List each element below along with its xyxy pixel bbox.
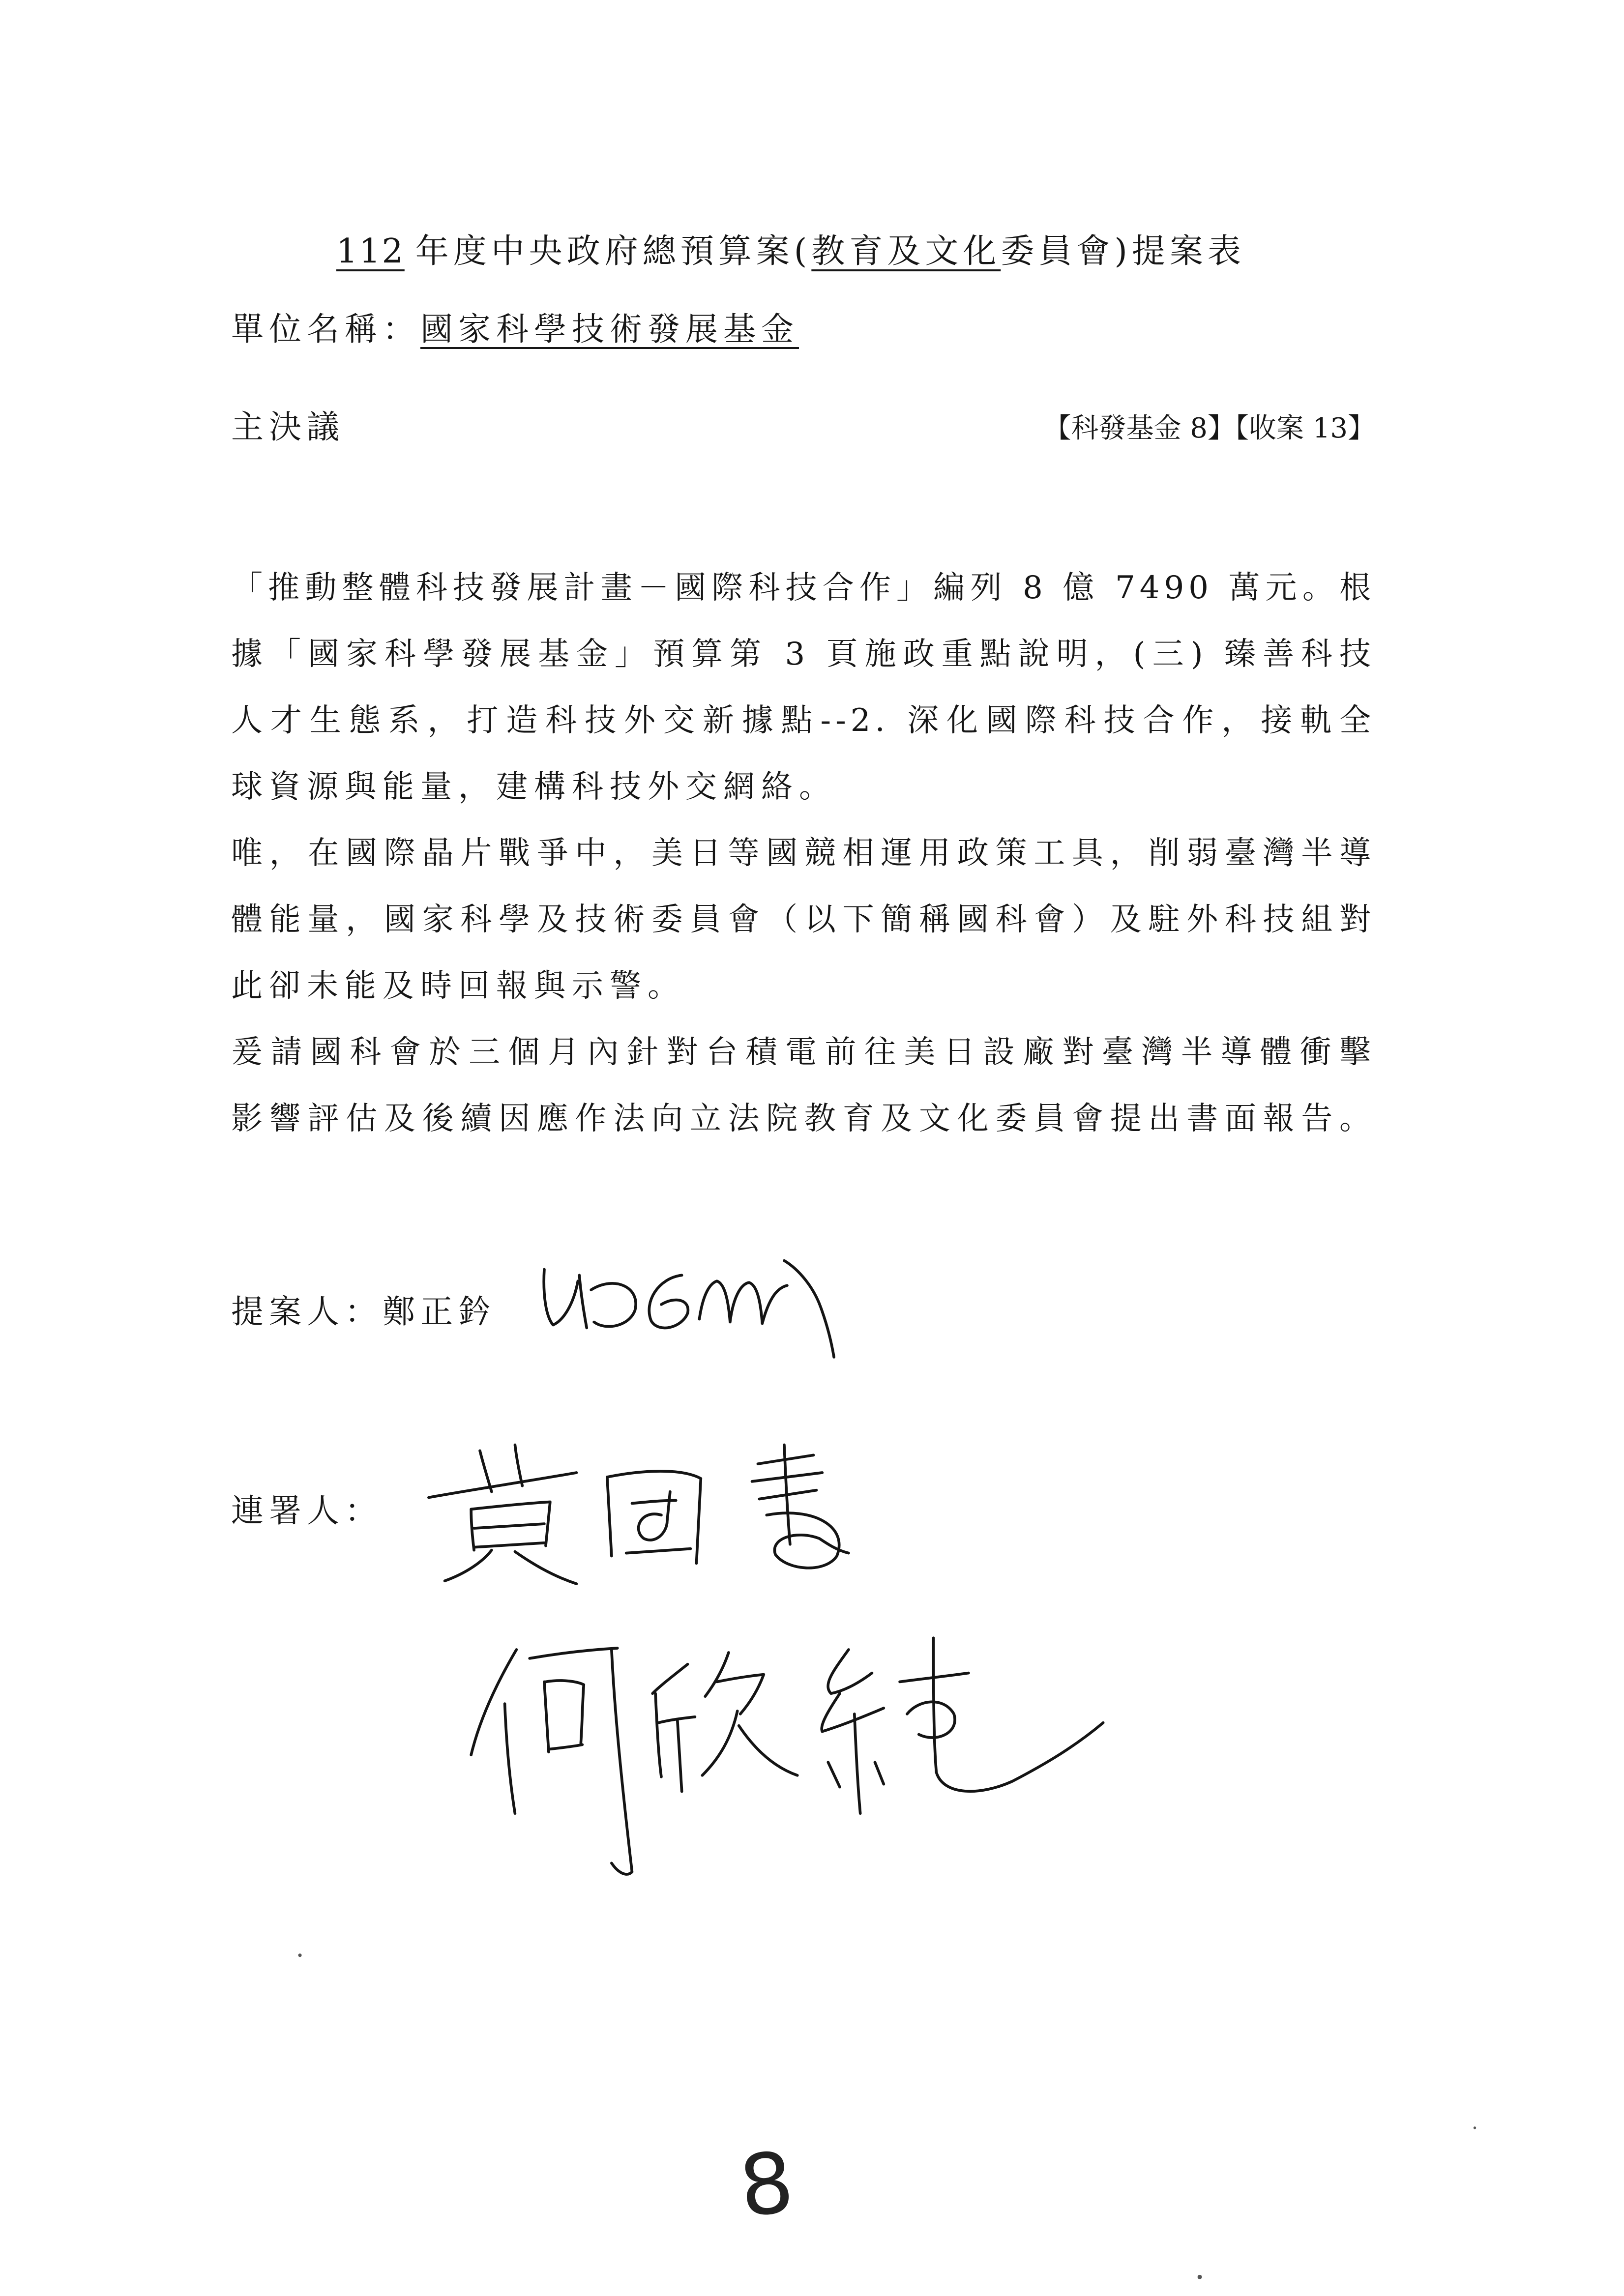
document-title [336, 227, 1245, 276]
body-line: 爰請國科會於三個月內針對台積電前往美日設廠對臺灣半導體衝擊 [231, 1034, 1375, 1071]
proposer-label: 提案人： [231, 1293, 383, 1331]
co-signer-signature-2 [471, 1638, 1103, 1874]
co-signer-signature-1 [429, 1445, 849, 1584]
resolution-body [231, 555, 1375, 1152]
proposer-line [231, 1287, 496, 1337]
unit-label: 單位名稱： [231, 310, 420, 348]
body-line: 唯，在國際晶片戰爭中，美日等國競相運用政策工具，削弱臺灣半導 [231, 835, 1375, 872]
body-line: 球資源與能量，建構科技外交網絡。 [231, 769, 837, 805]
title-year: 112 [336, 232, 405, 271]
page-number: 8 [735, 2133, 798, 2237]
body-line: 影響評估及後續因應作法向立法院教育及文化委員會提出書面報告。 [231, 1101, 1375, 1137]
resolution-type: 主決議 [231, 408, 345, 446]
body-line: 人才生態系，打造科技外交新據點--2. 深化國際科技合作，接軌全 [231, 702, 1375, 739]
title-text-end: 委員會)提案表 [1001, 232, 1245, 271]
title-text: 年度中央政府總預算案( [415, 232, 812, 271]
body-line: 據「國家科學發展基金」預算第 3 頁施政重點說明，(三) 臻善科技 [231, 636, 1375, 672]
unit-line [231, 305, 799, 354]
body-line: 「推動整體科技發展計畫－國際科技合作」編列 8 億 7490 萬元。根 [231, 570, 1375, 606]
title-committee: 教育及文化 [811, 232, 1001, 271]
body-line: 此卻未能及時回報與示警。 [231, 968, 685, 1004]
reference-tag: 【科發基金 8】【收案 13】 [1043, 412, 1375, 444]
proposer-signature [544, 1261, 834, 1357]
scan-specks [298, 1953, 1476, 2279]
body-line: 體能量，國家科學及技術委員會（以下簡稱國科會）及駐外科技組對 [231, 901, 1375, 938]
unit-name: 國家科學技術發展基金 [420, 310, 799, 348]
proposer-name: 鄭正鈐 [383, 1293, 496, 1331]
co-signers-label: 連署人： [231, 1492, 383, 1530]
